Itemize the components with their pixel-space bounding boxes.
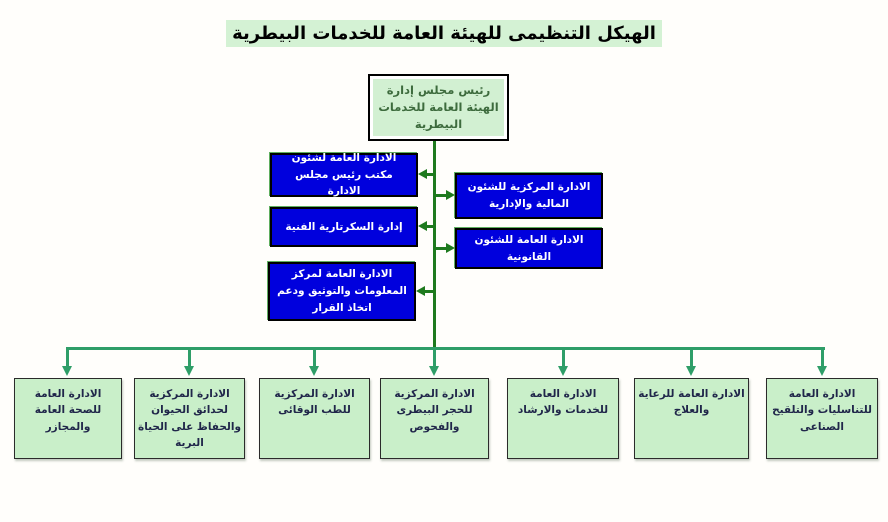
arrowhead-right-1 <box>446 190 455 200</box>
chairman-box <box>368 74 509 141</box>
arrowhead-down-4 <box>429 366 439 376</box>
dept-public-health-slaughterhouses: الادارة العامة للصحة العامة والمجازر <box>14 378 122 459</box>
drop-connector-4 <box>433 347 436 367</box>
connector-right-2 <box>436 247 446 250</box>
arrowhead-down-3 <box>309 366 319 376</box>
arrowhead-left-2 <box>418 221 427 231</box>
connector-left-3 <box>424 290 436 293</box>
arrowhead-right-2 <box>446 243 455 253</box>
arrowhead-left-3 <box>416 286 425 296</box>
dept-preventive-medicine: الادارة المركزية للطب الوقائى <box>259 378 370 459</box>
arrowhead-down-7 <box>817 366 827 376</box>
drop-connector-2 <box>188 347 191 367</box>
dept-zoos-wildlife: الادارة المركزية لحدائق الحيوان والحفاظ على الحياة البرية <box>134 378 245 459</box>
dept-reproduction-artificial-insemination: الادارة العامة للتناسليات والتلقيح الصناعى <box>766 378 878 459</box>
arrowhead-down-2 <box>184 366 194 376</box>
branch-financial-admin-affairs: الادارة المركزية للشئون المالية والإدارية <box>455 173 603 219</box>
drop-connector-3 <box>313 347 316 367</box>
connector-left-1 <box>426 173 436 176</box>
drop-connector-7 <box>821 347 824 367</box>
arrowhead-down-6 <box>686 366 696 376</box>
branch-legal-affairs: الادارة العامة للشئون القانونية <box>455 228 603 269</box>
chairman-label: رئيس مجلس إدارة الهيئة العامة للخدمات البيطرية <box>373 79 504 136</box>
drop-connector-1 <box>66 347 69 367</box>
drop-connector-5 <box>562 347 565 367</box>
drop-connector-6 <box>690 347 693 367</box>
dept-veterinary-quarantine: الادارة المركزية للحجر البيطرى والفحوص <box>380 378 489 459</box>
chart-title: الهيكل التنظيمى للهيئة العامة للخدمات البيطرية <box>226 20 662 47</box>
branch-chairman-office-affairs: الادارة العامة لشئون مكتب رئيس مجلس الادارة <box>270 153 418 197</box>
arrowhead-left-1 <box>418 169 427 179</box>
connector-right-1 <box>436 194 446 197</box>
distribution-bar <box>66 347 825 350</box>
connector-left-2 <box>426 225 436 228</box>
branch-information-center: الادارة العامة لمركز المعلومات والتوثيق ودعم اتخاذ القرار <box>268 262 416 321</box>
dept-services-extension: الادارة العامة للخدمات والارشاد <box>507 378 619 459</box>
arrowhead-down-1 <box>62 366 72 376</box>
arrowhead-down-5 <box>558 366 568 376</box>
chart-title-row <box>0 20 888 47</box>
branch-technical-secretariat: إدارة السكرتارية الفنية <box>270 207 418 247</box>
dept-care-treatment: الادارة العامة للرعاية والعلاج <box>634 378 749 459</box>
